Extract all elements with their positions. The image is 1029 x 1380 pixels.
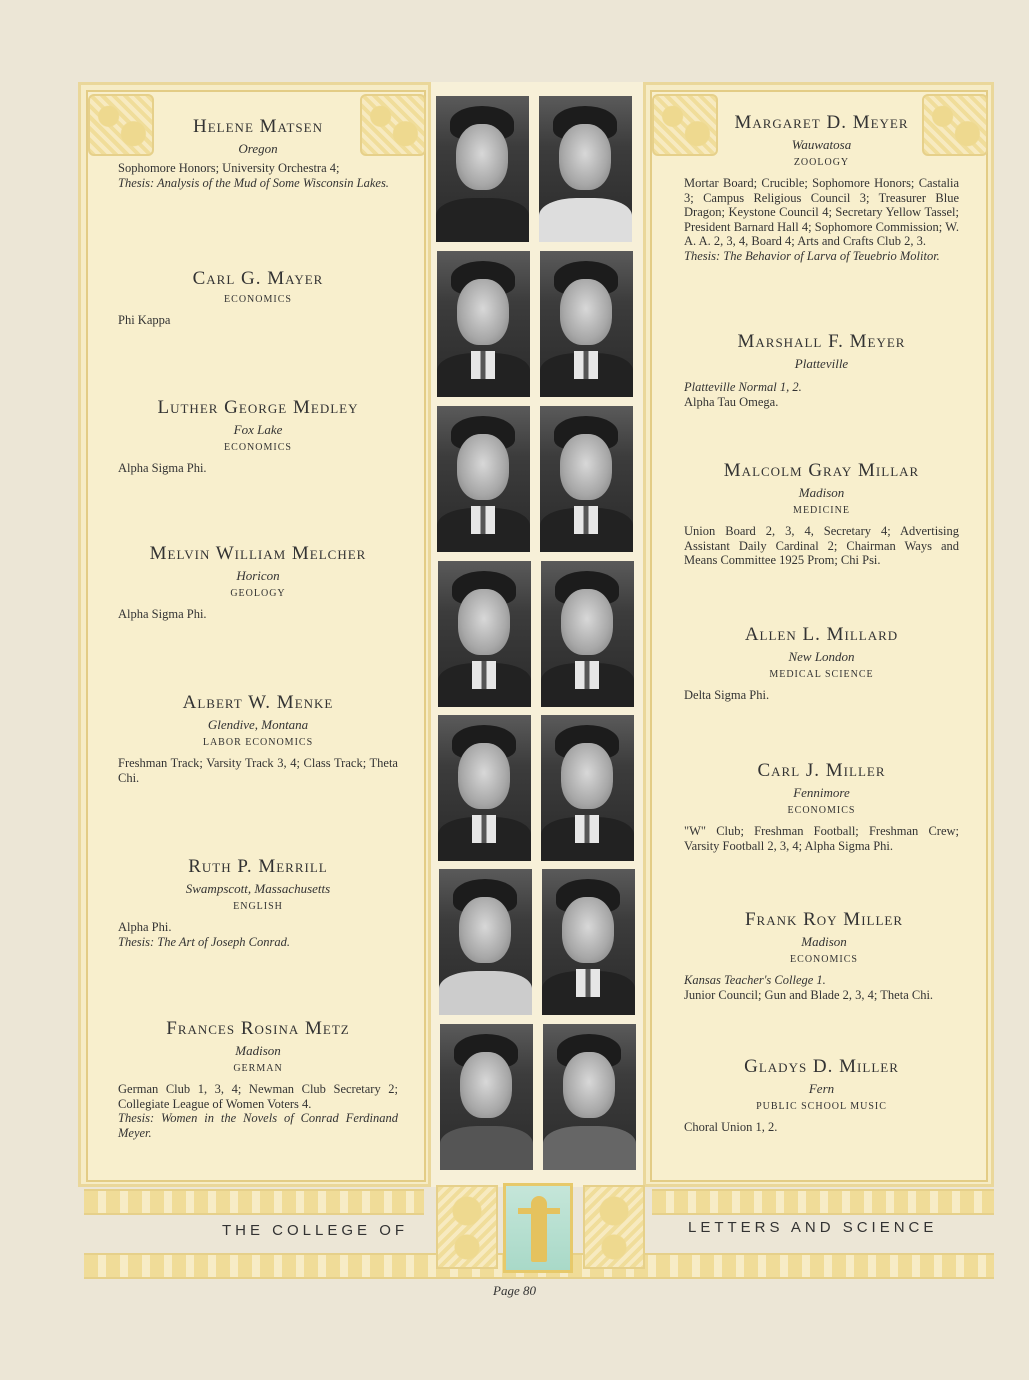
portrait-photo <box>539 96 632 242</box>
ornamental-band <box>84 1189 424 1215</box>
portrait-photo <box>437 251 530 397</box>
student-entry <box>684 760 959 853</box>
portrait-photo <box>438 561 531 707</box>
portrait-photo <box>540 406 633 552</box>
footer-ornament-icon <box>436 1185 498 1269</box>
footer-ornament-icon <box>583 1185 645 1269</box>
student-entry <box>684 1056 959 1135</box>
portrait-photo <box>438 715 531 861</box>
student-hometown: Fox Lake <box>233 422 283 437</box>
student-name: Marshall F. Meyer <box>737 331 906 352</box>
student-name: Helene Matsen <box>193 116 323 137</box>
student-hometown: Platteville <box>794 356 849 371</box>
student-hometown: Fennimore <box>793 785 850 800</box>
student-hometown: Madison <box>798 485 845 500</box>
portrait-photo <box>540 251 633 397</box>
student-name: Frances Rosina Metz <box>166 1018 350 1039</box>
student-department: MEDICAL SCIENCE <box>769 669 874 680</box>
student-department: ECONOMICS <box>787 805 856 816</box>
student-name: Carl G. Mayer <box>192 268 324 289</box>
student-activities: Choral Union 1, 2. <box>684 1120 778 1134</box>
student-department: MEDICINE <box>793 505 850 516</box>
student-entry <box>684 331 959 409</box>
student-department: ECONOMICS <box>224 442 292 453</box>
student-activities: Alpha Sigma Phi. <box>118 461 207 475</box>
student-name: Melvin William Melcher <box>149 543 367 564</box>
portrait-photo <box>542 869 635 1015</box>
student-thesis: Thesis: The Art of Joseph Conrad. <box>118 934 290 949</box>
student-name: Gladys D. Miller <box>744 1056 899 1077</box>
portrait-photo <box>436 96 529 242</box>
student-thesis: Thesis: Women in the Novels of Conrad Ferdinand Meyer. <box>118 1111 398 1140</box>
student-name: Malcolm Gray Millar <box>723 460 920 481</box>
student-entry <box>684 624 959 703</box>
student-activities: Platteville Normal 1, 2. Alpha Tau Omega. <box>684 380 802 409</box>
portrait-photo <box>440 1024 533 1170</box>
student-entry <box>684 909 964 1002</box>
student-activities: Freshman Track; Varsity Track 3, 4; Class Track; Theta Chi. <box>118 756 398 785</box>
student-hometown: Glendive, Montana <box>207 717 309 732</box>
student-department: LABOR ECONOMICS <box>202 737 314 748</box>
student-hometown: Madison <box>801 934 847 949</box>
student-prior-school: Platteville Normal 1, 2. <box>684 380 802 394</box>
portrait-photo <box>541 561 634 707</box>
ornamental-band <box>652 1189 994 1215</box>
student-activities: Sophomore Honors; University Orchestra 4; Thesis: Analysis of the Mud of Some Wisconsin Lakes. <box>118 161 389 190</box>
portrait-photo <box>437 406 530 552</box>
student-activities: Mortar Board; Crucible; Sophomore Honors; Castalia 3; Campus Religious Council 3; Treasurer Blue Dragon; Keystone Council 4; Secretary Yellow Tassel; President Barnard Hall 4; Sophomore Commission; W. A. A. 2, 3, 4, Board 4; Arts and Crafts Club 2, 3. Thesis: The Behavior of Larva of Teuebrio Molitor. <box>684 176 959 263</box>
student-thesis: Thesis: The Behavior of Larva of Teuebrio Molitor. <box>684 248 940 263</box>
student-hometown: Wauwatosa <box>791 137 852 152</box>
student-entry <box>684 460 959 568</box>
student-department: ZOOLOGY <box>793 157 850 168</box>
student-activities: Union Board 2, 3, 4, Secretary 4; Advertising Assistant Daily Cardinal 2; Chairman Ways and Means Committee 1925 Prom; Chi Psi. <box>684 524 959 567</box>
student-entry <box>118 856 398 949</box>
portrait-photo <box>439 869 532 1015</box>
student-entry <box>118 116 398 190</box>
student-entry <box>118 268 398 328</box>
student-department: ECONOMICS <box>224 294 292 305</box>
student-activities: "W" Club; Freshman Football; Freshman Crew; Varsity Football 2, 3, 4; Alpha Sigma Phi. <box>684 824 959 853</box>
footer-right-text: LETTERS AND SCIENCE <box>688 1219 938 1236</box>
footer-left-text: THE COLLEGE OF <box>222 1222 409 1239</box>
student-activities: Alpha Phi. Thesis: The Art of Joseph Conrad. <box>118 920 290 949</box>
student-entry <box>118 543 398 622</box>
portrait-photo <box>541 715 634 861</box>
student-activities: Kansas Teacher's College 1. Junior Council; Gun and Blade 2, 3, 4; Theta Chi. <box>684 973 934 1002</box>
student-department: GEOLOGY <box>230 588 286 599</box>
student-hometown: Oregon <box>238 141 278 156</box>
student-entry <box>118 692 398 785</box>
student-entry <box>118 397 398 476</box>
student-activities: Alpha Sigma Phi. <box>118 607 207 621</box>
student-prior-school: Kansas Teacher's College 1. <box>684 973 826 987</box>
student-department: ENGLISH <box>233 901 283 912</box>
student-department: ECONOMICS <box>790 954 858 965</box>
student-activities: German Club 1, 3, 4; Newman Club Secretary 2; Collegiate League of Women Voters 4. Thesis: Women in the Novels of Conrad Ferdinand Meyer. <box>118 1082 398 1140</box>
student-name: Ruth P. Merrill <box>188 856 328 877</box>
student-name: Albert W. Menke <box>182 692 334 713</box>
student-name: Luther George Medley <box>157 397 359 418</box>
portrait-photo <box>543 1024 636 1170</box>
page-number: Page 80 <box>493 1283 536 1298</box>
student-hometown: Madison <box>235 1043 281 1058</box>
student-hometown: Fern <box>808 1081 835 1096</box>
student-entry <box>684 112 959 263</box>
student-name: Allen L. Millard <box>744 624 899 645</box>
torchbearer-emblem-icon <box>503 1183 573 1273</box>
student-hometown: Horicon <box>236 568 280 583</box>
student-name: Frank Roy Miller <box>744 909 904 930</box>
student-name: Carl J. Miller <box>757 760 886 781</box>
student-thesis: Thesis: Analysis of the Mud of Some Wisconsin Lakes. <box>118 175 389 190</box>
student-hometown: Swampscott, Massachusetts <box>185 881 331 896</box>
student-name: Margaret D. Meyer <box>734 112 909 133</box>
student-activities: Phi Kappa <box>118 313 171 327</box>
student-entry <box>118 1018 398 1140</box>
student-activities: Delta Sigma Phi. <box>684 688 770 702</box>
student-department: GERMAN <box>233 1063 283 1074</box>
student-hometown: New London <box>788 649 855 664</box>
student-department: PUBLIC SCHOOL MUSIC <box>756 1101 887 1112</box>
